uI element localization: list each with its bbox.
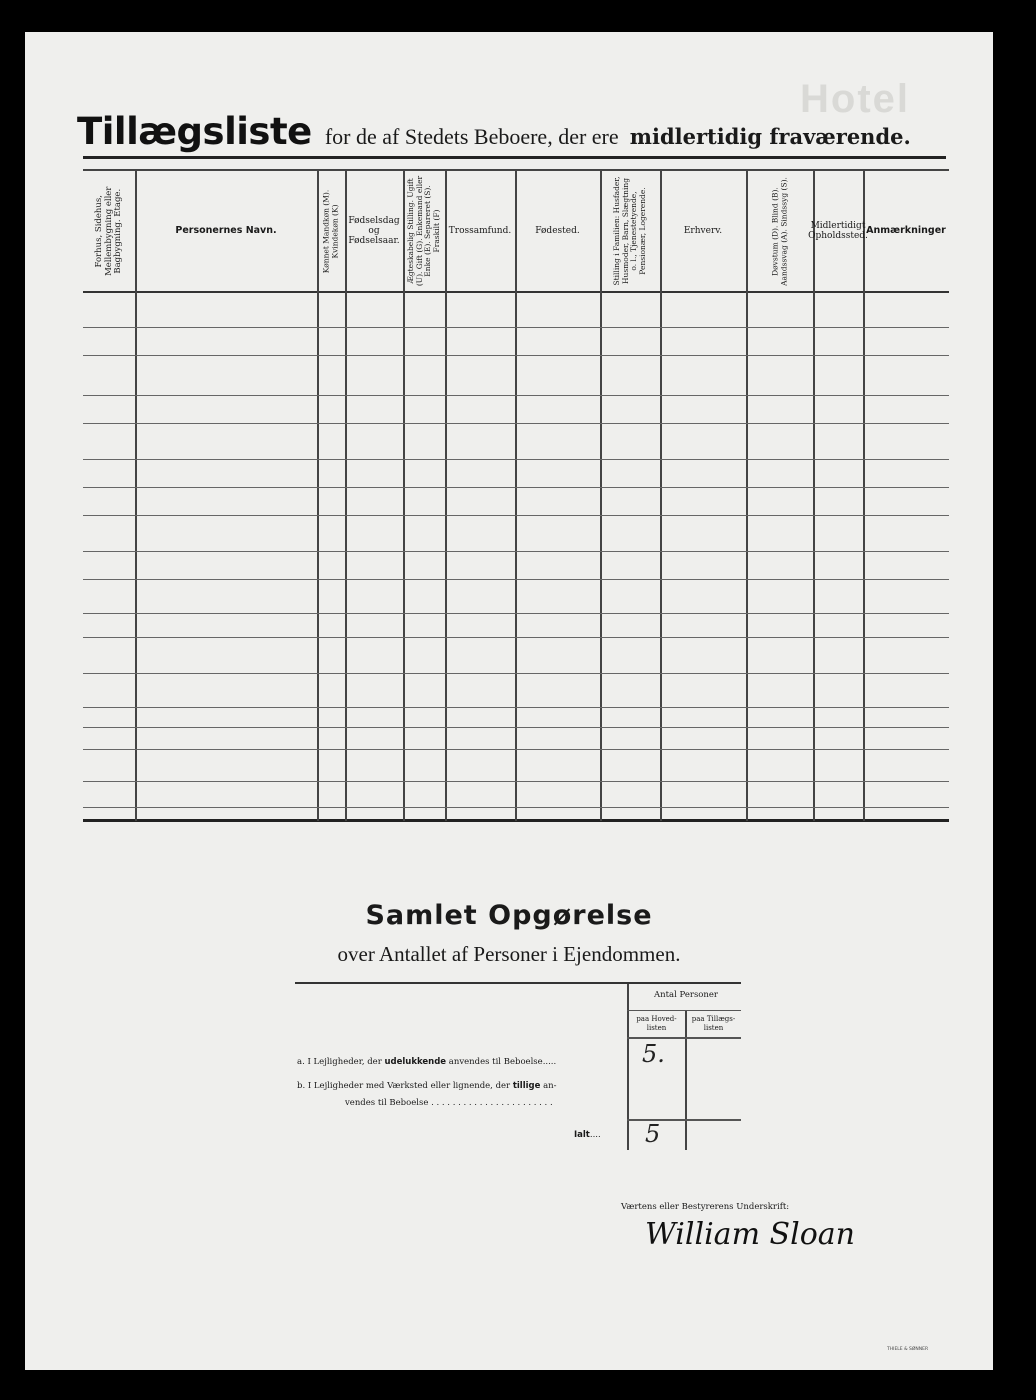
ialt-label: Ialt: [574, 1130, 590, 1140]
col-names-label: Personernes Navn.: [175, 225, 277, 236]
row-b-bold: tillige: [512, 1081, 541, 1091]
table-row-line: [83, 579, 949, 580]
col-building-label: Forhus, Sidehus, Mellembygning eller Bagbygning. Etage.: [93, 186, 123, 276]
col-temp-residence-header: [808, 173, 868, 289]
summary-header-line: [627, 1010, 741, 1011]
table-row-line: [83, 807, 949, 808]
summary-subtitle: over Antallet af Personer i Ejendommen.: [337, 942, 681, 966]
table-row-line: [83, 707, 949, 708]
row-a-bold: udelukkende: [384, 1057, 447, 1067]
table-row-line: [83, 515, 949, 516]
col-remarks-label: Anmærkninger: [866, 225, 946, 236]
row-b-prefix: b. I Lejligheder med Værksted eller lignende, der: [297, 1081, 511, 1091]
col-temp-residence-label: Midlertidigt Opholdssted.: [808, 221, 868, 241]
row-a-label: [297, 1057, 556, 1067]
col-birth-label: Fødselsdag og Fødselsaar.: [348, 216, 400, 246]
col-occupation-header: [660, 173, 746, 289]
form-title-bold: midlertidig fraværende.: [629, 124, 911, 149]
table-row-line: [83, 487, 949, 488]
title-rule: [83, 156, 946, 159]
col-birth-header: [345, 173, 403, 289]
table-row-line: [83, 395, 949, 396]
register-table: [83, 169, 949, 824]
col-sex-label: Kønnet Mandkøn (M). Kvindekøn (K): [321, 189, 339, 273]
summary-title: Samlet Opgørelse: [365, 900, 653, 931]
col-building-header: [83, 173, 135, 289]
handwritten-value-a: 5.: [642, 1040, 665, 1068]
row-b-suffix: an-: [543, 1081, 557, 1091]
signature: William Sloan: [645, 1217, 855, 1252]
col-marital-label: Ægteskabelig Stilling. Ugift (U). Gift (G). Enkemand eller Enke (E). Separeret (S). Fraskilt (F): [406, 175, 441, 287]
form-title-main: Tillægsliste: [77, 110, 312, 153]
col-tillaegslisten: paa Tillægs-listen: [691, 1015, 736, 1032]
bleed-through-text: Hotel: [800, 77, 910, 121]
table-row-line: [83, 551, 949, 552]
row-a-suffix: anvendes til Beboelse.....: [448, 1057, 557, 1067]
table-row-line: [83, 673, 949, 674]
form-title: [77, 110, 957, 153]
printer-imprint: THIELE & SØNNER: [887, 1347, 929, 1352]
table-row-line: [83, 459, 949, 460]
summary-rule: [295, 982, 741, 984]
table-row-line: [83, 727, 949, 728]
table-row-line: [83, 327, 949, 328]
col-family-position-header: [600, 173, 660, 289]
col-disability-header: [746, 173, 813, 289]
col-birthplace-header: [515, 173, 600, 289]
row-b-label: [297, 1081, 557, 1091]
signature-label: Værtens eller Bestyrerens Underskrift:: [621, 1202, 790, 1212]
summary-subheader-line: [627, 1037, 741, 1039]
row-a-prefix: a. I Lejligheder, der: [297, 1057, 382, 1067]
col-names-header: [135, 173, 317, 289]
table-row-line: [83, 781, 949, 782]
col-birthplace-label: Fødested.: [535, 226, 580, 236]
col-sex-header: [317, 173, 345, 289]
col-disability-label: Døvstum (D). Blind (B). Aandssvag (A). Sindssyg (S).: [770, 176, 788, 286]
table-row-line: [83, 637, 949, 638]
table-row-line: [83, 613, 949, 614]
table-row-line: [83, 749, 949, 750]
handwritten-value-total: 5: [645, 1120, 661, 1148]
col-occupation-label: Erhverv.: [683, 226, 723, 236]
col-faith-label: Trossamfund.: [448, 226, 512, 236]
col-marital-header: [403, 173, 445, 289]
col-hovedlisten: paa Hoved-listen: [636, 1015, 677, 1032]
table-row-line: [83, 423, 949, 424]
census-form-page: [25, 32, 993, 1370]
col-faith-header: [445, 173, 515, 289]
ialt-dots: ....: [589, 1130, 601, 1140]
summary-divider-left: [627, 984, 629, 1150]
col-remarks-header: [863, 173, 949, 289]
row-b-line2: vendes til Beboelse . . . . . . . . . . . . . . . . . . . . . . .: [345, 1098, 553, 1108]
form-title-middle: for de af Stedets Beboere, der ere: [324, 124, 619, 149]
col-family-position-label: Stilling i Familien: Husfader, Husmoder, Barn, Slægtning o. l., Tjenestetyende, Pensionær, Logerende.: [612, 176, 647, 286]
antal-personer-header: Antal Personer: [654, 990, 718, 1000]
ialt-row: [574, 1130, 601, 1140]
table-row-line: [83, 355, 949, 356]
